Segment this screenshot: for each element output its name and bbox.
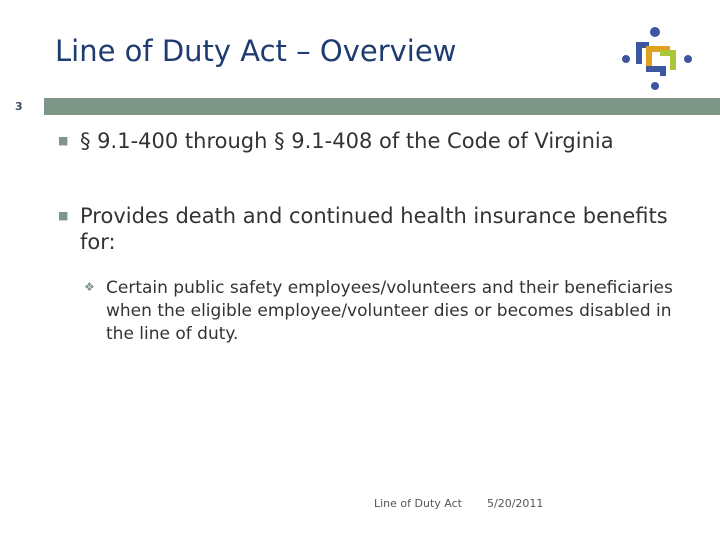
bullet-text: § 9.1-400 through § 9.1-408 of the Code of Virginia	[80, 129, 614, 153]
slide-number: 3	[15, 100, 23, 113]
sub-bullet-text: Certain public safety employees/volunteers and their beneficiaries when the eligible employee/volunteer dies or becomes disabled in the line of duty.	[106, 278, 673, 344]
footer-date: 5/20/2011	[487, 497, 544, 510]
sub-bullet-marker: ❖	[84, 280, 95, 294]
header-rule	[44, 98, 720, 115]
bullet-marker: ■	[58, 134, 69, 147]
logo-icon	[622, 26, 694, 90]
bullet-marker: ■	[58, 209, 69, 222]
footer-label: Line of Duty Act	[374, 497, 462, 510]
slide-title: Line of Duty Act – Overview	[55, 34, 457, 68]
bullet-text: Provides death and continued health insurance benefits for:	[80, 204, 668, 254]
